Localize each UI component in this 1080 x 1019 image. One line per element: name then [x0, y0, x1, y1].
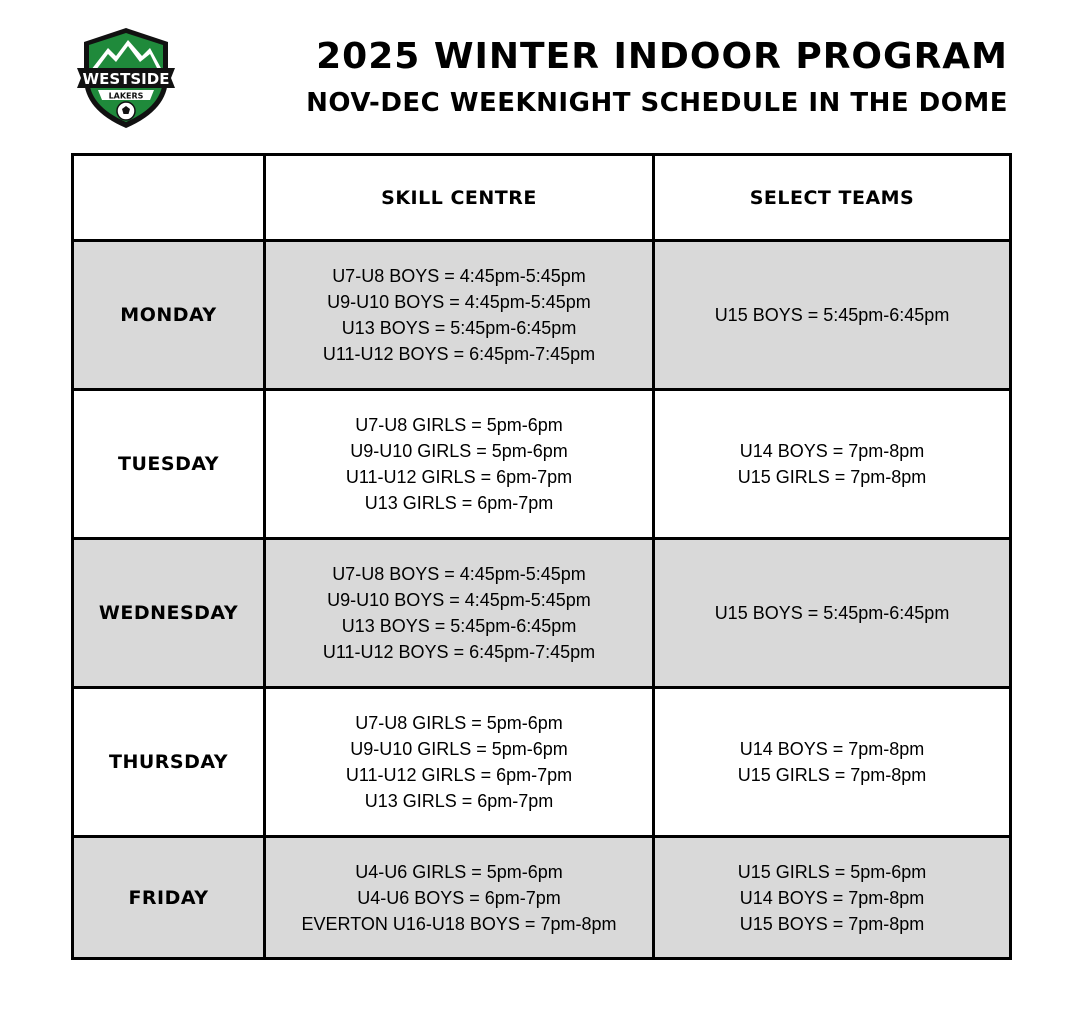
skill-centre-cell: [265, 539, 654, 688]
select-teams-cell: [654, 688, 1011, 837]
schedule-entry: U15 GIRLS = 5pm-6pm: [737, 861, 927, 882]
schedule-table: [71, 153, 1012, 960]
table-row-monday: [73, 241, 1011, 390]
schedule-entry: U15 BOYS = 5:45pm-6:45pm: [714, 603, 950, 623]
schedule-entry: U7-U8 GIRLS = 5pm-6pm: [355, 713, 563, 733]
day-cell: THURSDAY: [73, 688, 265, 837]
schedule-entry: U15 BOYS = 7pm-8pm: [739, 913, 925, 934]
select-teams-cell: [654, 390, 1011, 539]
header-day-cell: [73, 155, 265, 241]
westside-lakers-crest-icon: [76, 26, 176, 130]
logo-text-westside: WESTSIDE: [82, 70, 170, 88]
day-cell: MONDAY: [73, 241, 265, 390]
table-row-wednesday: [73, 539, 1011, 688]
header-select-teams: SELECT TEAMS: [654, 155, 1011, 241]
schedule-entry: U7-U8 BOYS = 4:45pm-5:45pm: [332, 266, 586, 286]
schedule-entry: U11-U12 GIRLS = 6pm-7pm: [345, 765, 573, 785]
skill-centre-cell: [265, 837, 654, 959]
schedule-entry: U13 GIRLS = 6pm-7pm: [364, 791, 554, 811]
schedule-entry: U15 GIRLS = 7pm-8pm: [737, 467, 927, 487]
table-header-row: [73, 155, 1011, 241]
schedule-entry: U11-U12 BOYS = 6:45pm-7:45pm: [322, 344, 596, 364]
header-skill-centre: SKILL CENTRE: [265, 155, 654, 241]
skill-centre-cell: [265, 390, 654, 539]
table-row-friday: [73, 837, 1011, 959]
schedule-entry: EVERTON U16-U18 BOYS = 7pm-8pm: [301, 913, 617, 934]
schedule-entry: U4-U6 GIRLS = 5pm-6pm: [355, 861, 563, 882]
select-teams-cell: [654, 539, 1011, 688]
select-teams-cell: [654, 837, 1011, 959]
schedule-entry: U9-U10 GIRLS = 5pm-6pm: [350, 441, 568, 461]
schedule-entry: U14 BOYS = 7pm-8pm: [739, 887, 925, 908]
table-row-tuesday: [73, 390, 1011, 539]
schedule-entry: U15 BOYS = 5:45pm-6:45pm: [714, 305, 950, 325]
schedule-entry: U11-U12 GIRLS = 6pm-7pm: [345, 467, 573, 487]
schedule-entry: U7-U8 GIRLS = 5pm-6pm: [355, 415, 563, 435]
schedule-entry: U13 BOYS = 5:45pm-6:45pm: [341, 318, 577, 338]
page-title: 2025 WINTER INDOOR PROGRAM: [316, 36, 1008, 77]
skill-centre-cell: [265, 241, 654, 390]
schedule-entry: U14 BOYS = 7pm-8pm: [739, 739, 925, 759]
schedule-entry: U13 BOYS = 5:45pm-6:45pm: [341, 616, 577, 636]
day-cell: TUESDAY: [73, 390, 265, 539]
table-row-thursday: [73, 688, 1011, 837]
schedule-entry: U11-U12 BOYS = 6:45pm-7:45pm: [322, 642, 596, 662]
schedule-entry: U13 GIRLS = 6pm-7pm: [364, 493, 554, 513]
page-subtitle: NOV-DEC WEEKNIGHT SCHEDULE IN THE DOME: [306, 88, 1008, 118]
skill-centre-cell: [265, 688, 654, 837]
schedule-entry: U4-U6 BOYS = 6pm-7pm: [357, 887, 561, 908]
schedule-entry: U15 GIRLS = 7pm-8pm: [737, 765, 927, 785]
select-teams-cell: [654, 241, 1011, 390]
schedule-entry: U14 BOYS = 7pm-8pm: [739, 441, 925, 461]
schedule-entry: U9-U10 BOYS = 4:45pm-5:45pm: [327, 292, 591, 312]
schedule-entry: U9-U10 BOYS = 4:45pm-5:45pm: [327, 590, 591, 610]
schedule-entry: U7-U8 BOYS = 4:45pm-5:45pm: [332, 564, 586, 584]
day-cell: WEDNESDAY: [73, 539, 265, 688]
schedule-entry: U9-U10 GIRLS = 5pm-6pm: [350, 739, 568, 759]
logo-text-lakers: LAKERS: [108, 91, 144, 101]
day-cell: FRIDAY: [73, 837, 265, 959]
